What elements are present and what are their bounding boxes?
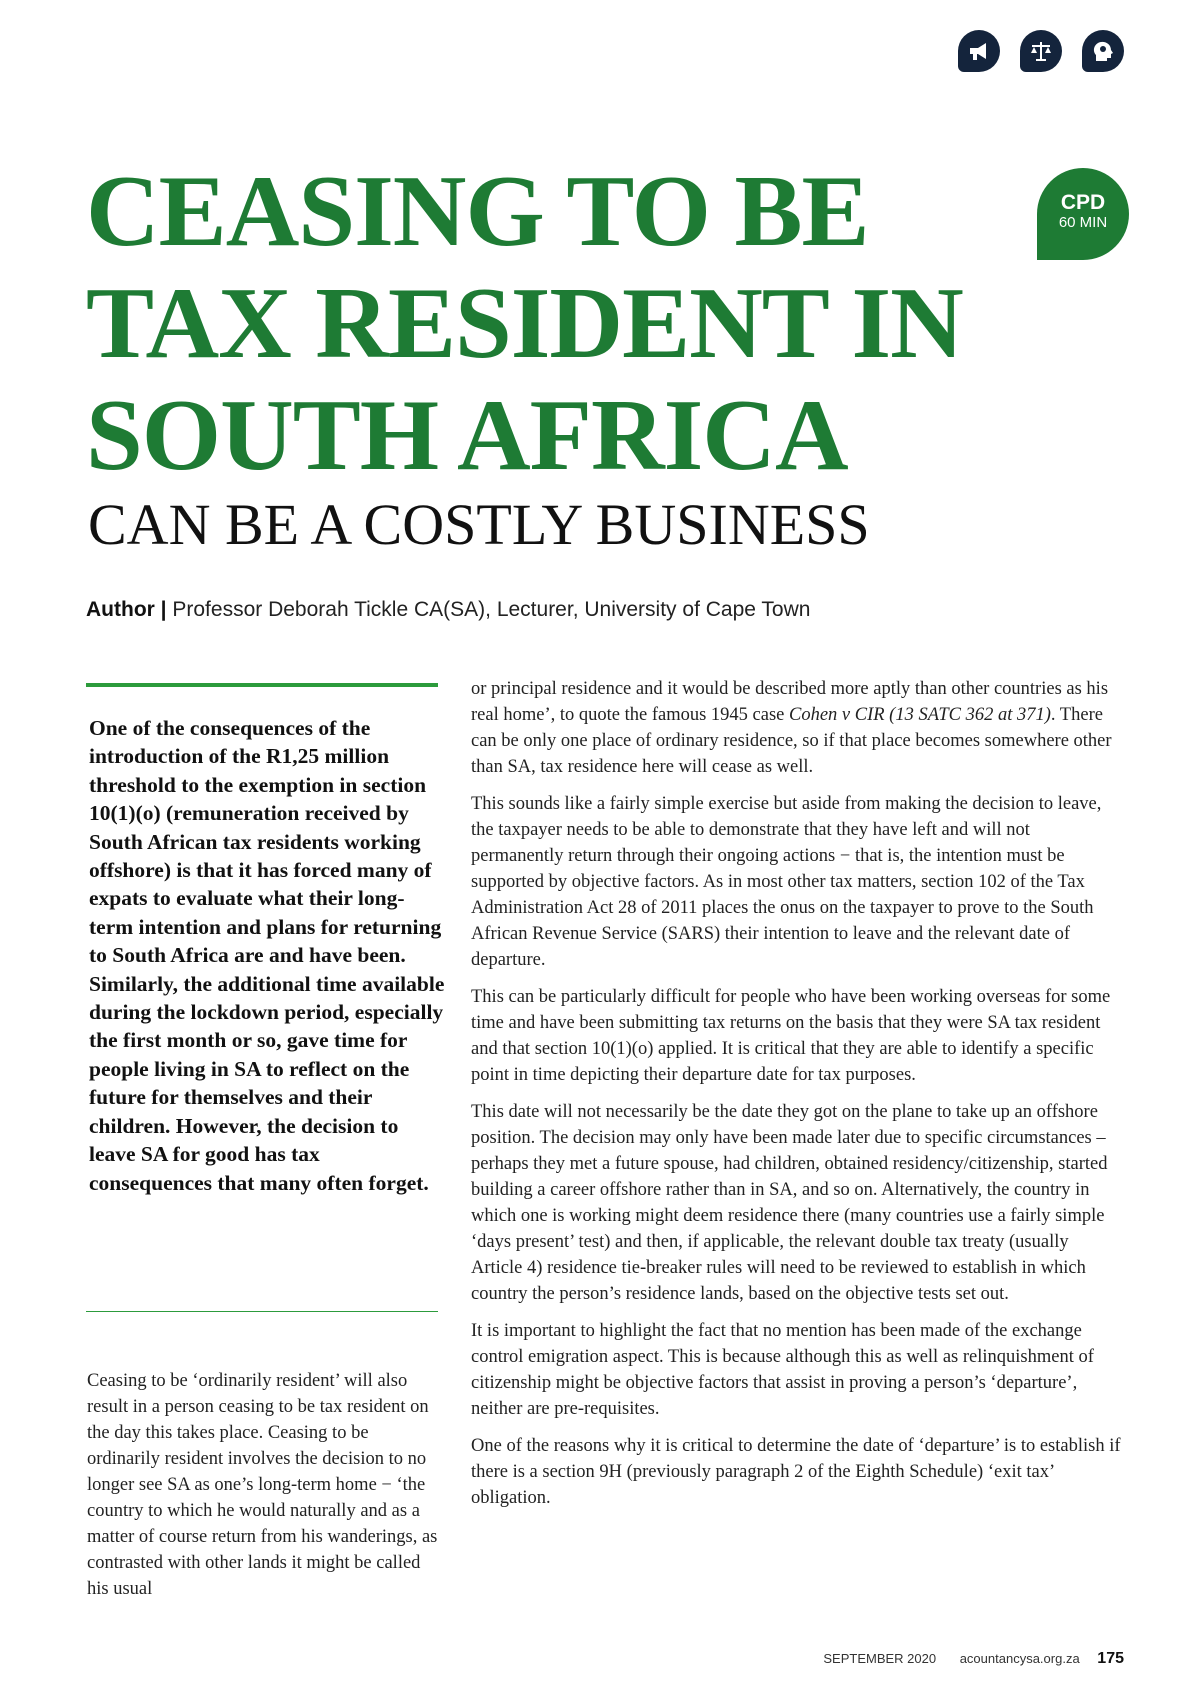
body-paragraph-6: One of the reasons why it is critical to determine the date of ‘departure’ is to establish if there is a section 9H (previously paragraph 2 of the Eighth Schedule) ‘exit tax’ obligation. xyxy=(471,1436,1121,1508)
body-paragraph-3: This can be particularly difficult for people who have been working overseas for some time and have been submitting tax returns on the basis that they were SA tax resident and that section 10(1)(o) applied. It is critical that they are able to identify a specific point in time depicting their departure date for tax purposes. xyxy=(471,987,1111,1085)
case-citation: Cohen v CIR (13 SATC 362 at 371) xyxy=(789,705,1051,725)
megaphone-icon xyxy=(958,30,1000,72)
body-paragraph-2: This sounds like a fairly simple exercise but aside from making the decision to leave, the taxpayer needs to be able to demonstrate that they have left and will not permanently return through their ongoing actions − that is, the intention must be supported by objective factors. As in most other tax matters, section 102 of the Tax Administration Act 28 of 2011 places the onus on the taxpayer to prove to the South African Revenue Service (SARS) their intention to leave and the relevant date of departure. xyxy=(471,794,1102,970)
author-text: Professor Deborah Tickle CA(SA), Lecturer, University of Cape Town xyxy=(172,598,811,621)
intro-bottom-rule xyxy=(86,1311,438,1312)
body-paragraph-1 xyxy=(471,676,1123,780)
cpd-duration: 60 MIN xyxy=(1058,214,1108,231)
author-line xyxy=(86,598,810,622)
page-subtitle: CAN BE A COSTLY BUSINESS xyxy=(88,492,870,557)
title-line-3: SOUTH AFRICA xyxy=(86,379,848,492)
title-line-2: TAX RESIDENT IN xyxy=(86,267,963,380)
body-paragraph-4: This date will not necessarily be the date they got on the plane to take up an offshore position. The decision may only have been made later due to specific circumstances – perhaps they met a future spouse, had children, obtained residency/citizenship, started building a career offshore rather than in SA, and so on. Alternatively, the country in which one is working might deem residence there (many countries use a fairly simple ‘days present’ test) and then, if applicable, the relevant double tax treaty (usually Article 4) residence tie-breaker rules will need to be reviewed to establish in which country the person’s residence lands, based on the objective tests set out. xyxy=(471,1102,1108,1304)
footer-site: acountancysa.org.za xyxy=(959,1651,1080,1666)
p1-text-before: or principal residence and it would be described more aptly than other countries as his real home’, to quote the famous 1945 case xyxy=(471,679,1109,725)
body-right-column xyxy=(471,676,1123,1522)
scales-icon xyxy=(1020,30,1062,72)
head-gear-icon xyxy=(1082,30,1124,72)
intro-top-rule xyxy=(86,683,438,687)
body-paragraph-5: It is important to highlight the fact that no mention has been made of the exchange control emigration aspect. This is because although this as well as relinquishment of citizenship might be objective factors that assist in proving a person’s ‘departure’, neither are pre-requisites. xyxy=(471,1321,1094,1419)
author-label: Author | xyxy=(86,598,167,621)
page-footer xyxy=(823,1650,1124,1668)
p1-text-after: . There can be only one place of ordinary residence, so if that place becomes somewhere other than SA, tax residence here will cease as well. xyxy=(471,705,1112,777)
cpd-badge xyxy=(1037,168,1129,260)
footer-date: SEPTEMBER 2020 xyxy=(823,1651,937,1666)
cpd-label: CPD xyxy=(1060,191,1106,214)
body-left-paragraph: Ceasing to be ‘ordinarily resident’ will also result in a person ceasing to be tax resident on the day this takes place. Ceasing to be ordinarily resident involves the decision to no longer see SA as one’s long-term home − ‘the country to which he would naturally and as a matter of course return from his wanderings, as contrasted with other lands it might be called his usual xyxy=(87,1371,438,1599)
page-title xyxy=(86,156,963,492)
intro-paragraph: One of the consequences of the introduction of the R1,25 million threshold to the exemption in section 10(1)(o) (remuneration received by South African tax residents working offshore) is that it has forced many of expats to evaluate what their long-term intention and plans for returning to South Africa are and have been. Similarly, the additional time available during the lockdown period, especially the first month or so, gave time for people living in SA to reflect on the future for themselves and their children. However, the decision to leave SA for good has tax consequences that many often forget. xyxy=(89,716,445,1195)
page-number: 175 xyxy=(1097,1650,1124,1667)
title-line-1: CEASING TO BE xyxy=(86,155,869,268)
header-icons xyxy=(958,30,1124,72)
